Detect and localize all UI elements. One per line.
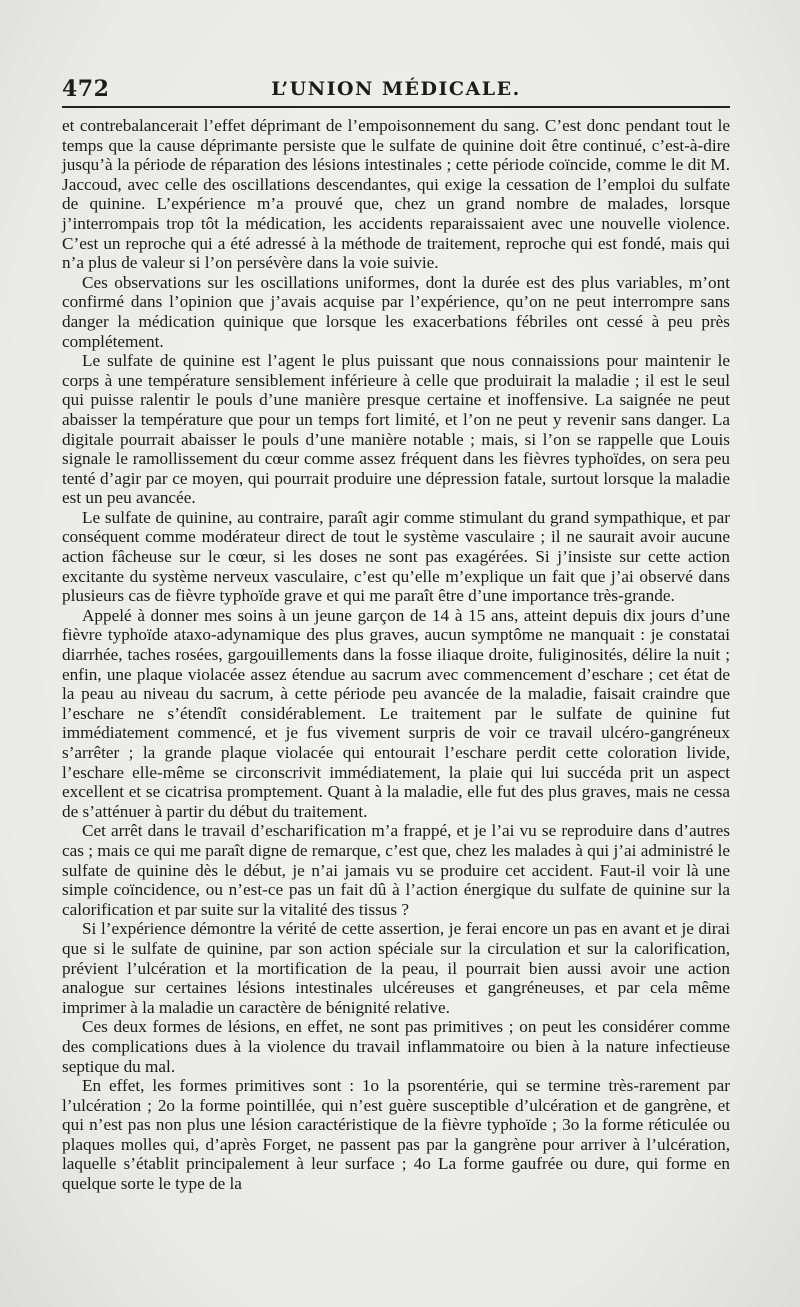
paragraph: En effet, les formes primitives sont : 1o la psorentérie, qui se termine très-rarement par l’ulcération ; 2o la forme pointillée, qui n’est guère susceptible d’ulcération et de gangrène, et qui n’est pas non plus une lésion caractéristique de la fièvre typhoïde ; 3o la forme réticulée ou plaques molles qui, d’après Forget, ne passent pas par la gangrène pour arriver à l’ulcération, laquelle s’établit principalement à leur surface ; 4o La forme gaufrée ou dure, qui forme en quelque sorte le type de la [62,1076,730,1194]
paragraph: Le sulfate de quinine est l’agent le plus puissant que nous connaissions pour maintenir le corps à une température sensiblement inférieure à celle que produirait la maladie ; il est le seul qui puisse ralentir le pouls d’une manière presque certaine et inoffensive. La saignée ne peut abaisser la température que pour un temps fort limité, et l’on ne peut y revenir sans danger. La digitale pourrait abaisser le pouls d’une manière notable ; mais, si l’on se rappelle que Louis signale le ramollissement du cœur comme assez fréquent dans les fièvres typhoïdes, on sera peu tenté d’agir par ce moyen, qui pourrait produire une dépression fatale, surtout lorsque la maladie est un peu avancée. [62,351,730,508]
paragraph: Le sulfate de quinine, au contraire, paraît agir comme stimulant du grand sympathique, et par conséquent comme modérateur direct de tout le système vasculaire ; il ne saurait avoir aucune action fâcheuse sur le cœur, si les doses ne sont pas exagérées. Si j’insiste sur cette action excitante du système nerveux vasculaire, c’est qu’elle m’explique un fait que j’ai observé dans plusieurs cas de fièvre typhoïde grave et qui me paraît être d’une importance très-grande. [62,507,730,606]
running-title: L’UNION MÉDICALE. [271,78,521,100]
paragraph: Cet arrêt dans le travail d’escharification m’a frappé, et je l’ai vu se reproduire dans d’autres cas ; mais ce qui me paraît digne de remarque, c’est que, chez les malades à qui j’ai administré le sulfate de quinine dès le début, je n’ai jamais vu se produire cet accident. Faut-il voir là une simple coïncidence, ou n’est-ce pas un fait dû à l’action énergique du sulfate de quinine sur la calorification et par suite sur la vitalité des tissus ? [62,821,730,919]
page-number: 472 [62,76,110,102]
page-header [62,72,730,106]
paragraph: et contrebalancerait l’effet déprimant de l’empoisonnement du sang. C’est donc pendant tout le temps que la cause déprimante persiste que le sulfate de quinine doit être continué, c’est-à-dire jusqu’à la période de réparation des lésions intestinales ; cette période coïncide, comme le dit M. Jaccoud, avec celle des oscillations descendantes, qui exige la cessation de l’emploi du sulfate de quinine. L’expérience m’a prouvé que, chez un grand nombre de malades, lorsque j’interrompais trop tôt la médication, les accidents reparaissaient avec une nouvelle violence. C’est un reproche qui a été adressé à la méthode de traitement, reproche qui est fondé, mais qui n’a plus de valeur si l’on persévère dans la voie suivie. [62,116,730,273]
paragraph: Ces observations sur les oscillations uniformes, dont la durée est des plus variables, m’ont confirmé dans l’opinion que j’avais acquise par l’expérience, qu’on ne peut interrompre sans danger la médication quinique que lorsque les exacerbations fébriles ont cessé à peu près complétement. [62,272,730,351]
paragraph: Si l’expérience démontre la vérité de cette assertion, je ferai encore un pas en avant et je dirai que si le sulfate de quinine, par son action spéciale sur la circulation et sur la calorification, prévient l’ulcération et la mortification de la peau, il pourrait bien aussi avoir une action analogue sur certaines lésions intestinales ulcéreuses et gangréneuses, et par cela même imprimer à la maladie un caractère de bénignité relative. [62,919,730,1017]
body-text [62,116,730,1194]
paragraph: Appelé à donner mes soins à un jeune garçon de 14 à 15 ans, atteint depuis dix jours d’une fièvre typhoïde ataxo-adynamique des plus graves, aucun symptôme ne manquait : je constatai diarrhée, taches rosées, gargouillements dans la fosse iliaque droite, fuliginosités, délire la nuit ; enfin, une plaque violacée assez étendue au sacrum avec commencement d’eschare ; cet état de la peau au niveau du sacrum, à cette période peu avancée de la maladie, faisait craindre que l’eschare ne s’étendît considérablement. Le traitement par le sulfate de quinine fut immédiatement commencé, et je fus vivement surpris de voir ce travail ulcéro-gangréneux s’arrêter ; la grande plaque violacée qui entourait l’eschare perdit cette coloration livide, l’eschare elle-même se circonscrivit immédiatement, la plaie qui lui succéda prit un aspect excellent et se cicatrisa promptement. Quant à la maladie, elle fut des plus graves, mais ne cessa de s’atténuer à partir du début du traitement. [62,605,730,821]
header-rule [62,106,730,108]
paragraph: Ces deux formes de lésions, en effet, ne sont pas primitives ; on peut les considérer comme des complications dues à la violence du travail inflammatoire ou bien à la nature infectieuse septique du mal. [62,1017,730,1076]
